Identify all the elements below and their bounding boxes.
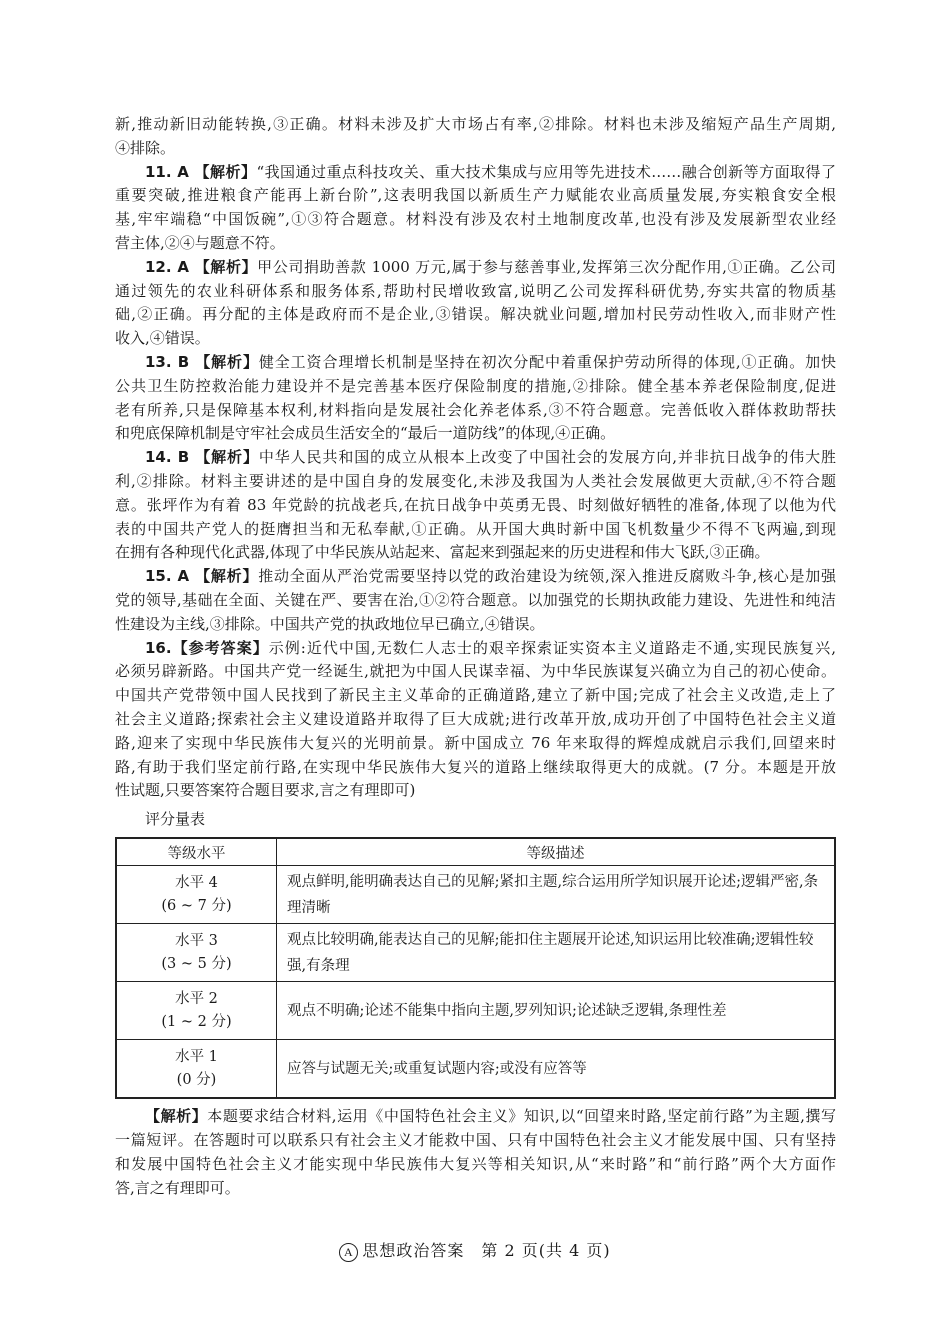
- text-line: [115, 161, 836, 185]
- level-score: (1 ~ 2 分): [161, 1013, 232, 1030]
- level-description: 观点不明确;论述不能集中指向主题,罗列知识;论述缺乏逻辑,条理性差: [277, 982, 836, 1040]
- line-text: 必须另辟新路。中国共产党一经诞生,就把为中国人民谋幸福、为中华民族谋复兴确立为自己的初心使命。: [115, 662, 836, 681]
- page-footer: [0, 1238, 950, 1262]
- text-line: [115, 113, 836, 137]
- text-line: [115, 351, 836, 375]
- line-text: 党的领导,基础在全面、关键在严、要害在治,①②符合题意。以加强党的长期执政能力建设、先进性和纯洁: [115, 590, 836, 609]
- text-line: [115, 470, 836, 494]
- table-row: [116, 866, 835, 924]
- version-badge: A: [339, 1243, 358, 1262]
- level-cell: [116, 866, 277, 924]
- line-text: 础,②正确。再分配的主体是政府而不是企业,③错误。解决就业问题,增加村民劳动性收入,而非财产性: [115, 305, 836, 324]
- line-text: 中国共产党带领中国人民找到了新民主主义革命的正确道路,建立了新中国;完成了社会主义改造,走上了: [115, 686, 836, 705]
- answer-paragraph: [115, 446, 836, 565]
- text-line: [115, 494, 836, 518]
- text-line: [115, 1105, 836, 1129]
- text-line: [115, 708, 836, 732]
- level-description: 应答与试题无关;或重复试题内容;或没有应答等: [277, 1040, 836, 1099]
- text-line: [115, 660, 836, 684]
- table-row: [116, 1040, 835, 1099]
- line-text: 一篇短评。在答题时可以联系只有社会主义才能救中国、只有中国特色社会主义才能发展中国、只有坚持: [115, 1130, 836, 1149]
- table-row: [116, 982, 835, 1040]
- line-text: 路,迎来了实现中华民族伟大复兴的光明前景。新中国成立 76 年来取得的辉煌成就启示我们,回望来时: [115, 733, 836, 752]
- answer-label: 12. A 【解析】: [145, 257, 258, 276]
- level-name: 水平 1: [175, 1048, 218, 1065]
- column-header: 等级水平: [116, 838, 277, 866]
- table-row: [116, 924, 835, 982]
- text-line: [115, 1153, 836, 1177]
- line-text: 公共卫生防控救治能力建设并不是完善基本医疗保险制度的措施,②排除。健全基本养老保险制度,促进: [115, 376, 836, 395]
- line-text: 老有所养,只是保障基本权利,材料指向是发展社会化养老体系,③不符合题意。完善低收入群体救助帮扶: [115, 400, 836, 419]
- line-text: 性建设为主线,③排除。中国共产党的执政地位早已确立,④错误。: [115, 614, 545, 633]
- line-text: 本题要求结合材料,运用《中国特色社会主义》知识,以“回望来时路,坚定前行路”为主题,撰写: [207, 1107, 836, 1126]
- table-caption: 评分量表: [145, 810, 206, 829]
- line-text: 通过领先的农业科研体系和服务体系,帮助村民增收致富,说明乙公司发挥科研优势,夯实共富的物质基: [115, 281, 836, 300]
- answer-paragraph: [115, 256, 836, 351]
- table-header-row: [116, 838, 835, 866]
- line-text: 新,推动新旧动能转换,③正确。材料未涉及扩大市场占有率,②排除。材料也未涉及缩短产品生产周期,: [115, 115, 836, 133]
- level-score: (0 分): [176, 1071, 217, 1088]
- answer-paragraph: [115, 351, 836, 446]
- answer-paragraph: [115, 113, 836, 161]
- text-line: [115, 1129, 836, 1153]
- answer-document: [115, 113, 836, 1200]
- text-line: [115, 422, 836, 446]
- scoring-table: [115, 837, 836, 1099]
- line-text: 性试题,只要答案符合题目要求,言之有理即可): [115, 781, 416, 800]
- text-line: [115, 303, 836, 327]
- text-line: [115, 518, 836, 542]
- answer-paragraph: [115, 161, 836, 256]
- footer-text: 思想政治答案 第 2 页(共 4 页): [362, 1241, 611, 1260]
- text-line: [115, 589, 836, 613]
- text-line: [115, 613, 836, 637]
- line-text: 基,牢牢端稳“中国饭碗”,①③符合题意。材料没有涉及农村土地制度改革,也没有涉及发展新型农业经: [115, 210, 836, 229]
- answer-paragraph: [115, 565, 836, 636]
- text-line: [115, 375, 836, 399]
- column-header: 等级描述: [277, 838, 836, 866]
- line-text: 健全工资合理增长机制是坚持在初次分配中着重保护劳动所得的体现,①正确。加快: [258, 352, 836, 371]
- line-text: 营主体,②④与题意不符。: [115, 233, 285, 252]
- level-cell: [116, 1040, 277, 1099]
- text-line: [115, 756, 836, 780]
- line-text: ④排除。: [115, 138, 176, 157]
- level-score: (6 ~ 7 分): [161, 897, 232, 914]
- line-text: 利,②排除。材料主要讲述的是中国自身的发展变化,未涉及我国为人类社会发展做更大贡献,④不符合题: [115, 471, 836, 490]
- line-text: 收入,④错误。: [115, 329, 210, 348]
- text-line: [115, 208, 836, 232]
- line-text: 推动全面从严治党需要坚持以党的政治建设为统领,深入推进反腐败斗争,核心是加强: [258, 567, 836, 586]
- line-text: 重要突破,推进粮食产能再上新台阶”,这表明我国以新质生产力赋能农业高质量发展,夯实粮食安全根: [115, 186, 836, 205]
- answer-paragraph: [115, 637, 836, 804]
- text-line: [115, 732, 836, 756]
- line-text: 甲公司捐助善款 1000 万元,属于参与慈善事业,发挥第三次分配作用,①正确。乙公司: [257, 257, 836, 276]
- level-name: 水平 3: [175, 932, 218, 949]
- line-text: 示例:近代中国,无数仁人志士的艰辛探索证实资本主义道路走不通,实现民族复兴,: [268, 638, 836, 657]
- text-line: [115, 684, 836, 708]
- line-text: “我国通过重点科技攻关、重大技术集成与应用等先进技术……融合创新等方面取得了: [256, 162, 836, 181]
- text-line: [115, 1177, 836, 1201]
- level-name: 水平 2: [175, 990, 218, 1007]
- line-text: 意。张坪作为有着 83 年党龄的抗战老兵,在抗日战争中英勇无畏、时刻做好牺牲的准备,体现了以他为代: [115, 495, 836, 514]
- text-line: [115, 446, 836, 470]
- line-text: 和兜底保障机制是守牢社会成员生活安全的“最后一道防线”的体现,④正确。: [115, 424, 616, 443]
- answer-label: 11. A 【解析】: [145, 162, 257, 181]
- analysis-paragraph: [115, 1105, 836, 1200]
- analysis-label: 【解析】: [145, 1107, 208, 1126]
- level-cell: [116, 924, 277, 982]
- text-line: [115, 184, 836, 208]
- text-line: [115, 541, 836, 565]
- answer-label: 15. A 【解析】: [145, 567, 259, 586]
- line-text: 社会主义道路;探索社会主义建设道路并取得了巨大成就;进行改革开放,成功开创了中国特色社会主义道: [115, 709, 836, 728]
- level-description: 观点比较明确,能表达自己的见解;能扣住主题展开论述,知识运用比较准确;逻辑性较强,有条理: [277, 924, 836, 982]
- line-text: 和发展中国特色社会主义才能实现中华民族伟大复兴等相关知识,从“来时路”和“前行路”两个大方面作: [115, 1154, 836, 1173]
- level-cell: [116, 982, 277, 1040]
- line-text: 在拥有各种现代化武器,体现了中华民族从站起来、富起来到强起来的历史进程和伟大飞跃,③正确。: [115, 543, 770, 562]
- level-score: (3 ~ 5 分): [161, 955, 232, 972]
- level-description: 观点鲜明,能明确表达自己的见解;紧扣主题,综合运用所学知识展开论述;逻辑严密,条理清晰: [277, 866, 836, 924]
- text-line: [115, 565, 836, 589]
- text-line: [115, 637, 836, 661]
- text-line: [115, 327, 836, 351]
- text-line: [115, 137, 836, 161]
- level-name: 水平 4: [175, 874, 218, 891]
- answer-label: 14. B 【解析】: [145, 448, 259, 467]
- line-text: 答,言之有理即可。: [115, 1178, 240, 1197]
- text-line: [115, 256, 836, 280]
- answer-label: 13. B 【解析】: [145, 352, 259, 371]
- line-text: 路,有助于我们坚定前行路,在实现中华民族伟大复兴的道路上继续取得更大的成就。(7 分。本题是开放: [115, 757, 836, 776]
- line-text: 中华人民共和国的成立从根本上改变了中国社会的发展方向,并非抗日战争的伟大胜: [258, 448, 836, 467]
- line-text: 表的中国共产党人的挺膺担当和无私奉献,①正确。从开国大典时新中国飞机数量少不得不飞两遍,到现: [115, 519, 836, 538]
- text-line: [115, 779, 836, 803]
- text-line: [115, 232, 836, 256]
- text-line: [115, 399, 836, 423]
- text-line: [115, 280, 836, 304]
- answer-label: 16.【参考答案】: [145, 638, 269, 657]
